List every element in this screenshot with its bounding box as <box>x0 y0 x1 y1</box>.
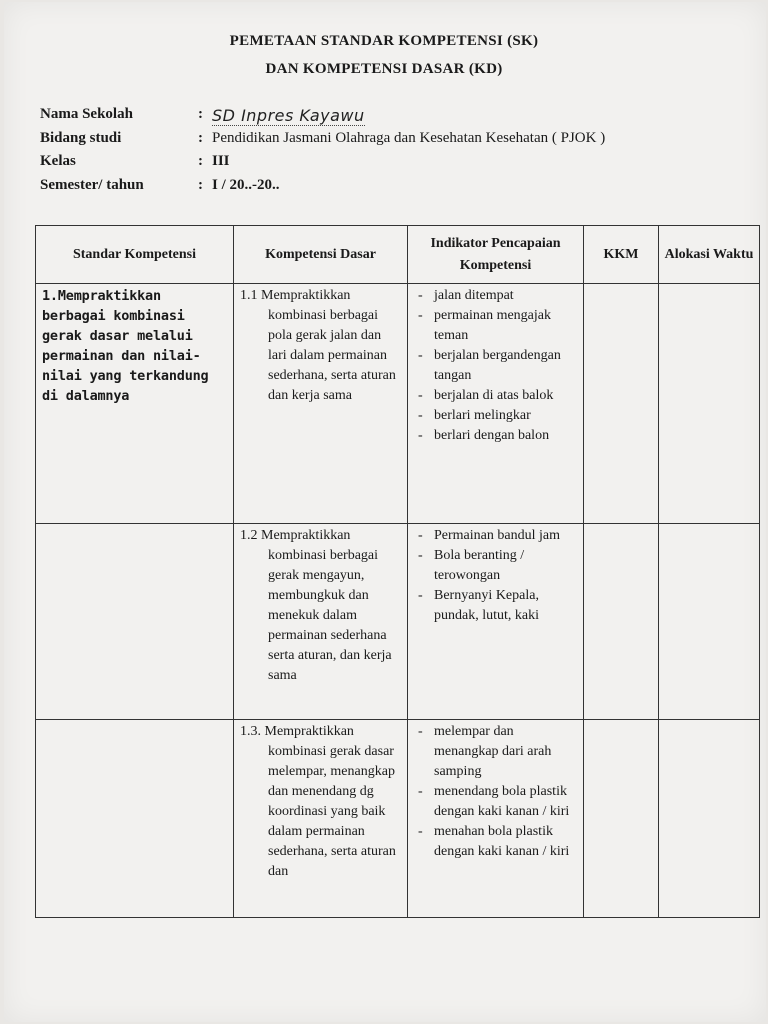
kd-cell <box>234 720 408 918</box>
kd-number: 1.3. <box>240 724 261 739</box>
indicator-item: - berlari dengan balon <box>414 426 577 446</box>
indicator-cell <box>408 524 584 720</box>
meta-colon: : <box>198 153 203 169</box>
header-kkm: KKM <box>584 226 659 284</box>
document-subtitle: DAN KOMPETENSI DASAR (KD) <box>265 61 503 77</box>
indicator-item: - berjalan di atas balok <box>414 386 577 406</box>
meta-colon: : <box>198 106 203 122</box>
indicator-item: - Bola beranting / terowongan <box>414 546 577 586</box>
meta-colon: : <box>198 177 203 193</box>
kkm-cell <box>584 284 659 524</box>
kd-text: Mempraktikkan kombinasi berbagai gerak mengayun, membungkuk dan menekuk dalam permainan sederhana serta aturan, dan kerja sama <box>261 528 392 683</box>
sk-cell: 1.Mempraktikkan berbagai kombinasi gerak dasar melalui permainan dan nilai-nilai yang terkandung di dalamnya <box>36 284 234 524</box>
kd-text: Mempraktikkan kombinasi berbagai pola gerak jalan dan lari dalam permainan sederhana, serta aturan dan kerja sama <box>261 288 396 403</box>
alokasi-cell <box>659 720 760 918</box>
table-header-row <box>36 226 760 284</box>
header-standar-kompetensi: Standar Kompetensi <box>36 226 234 284</box>
header-alokasi-waktu: Alokasi Waktu <box>659 226 760 284</box>
table-row <box>36 284 760 524</box>
indicator-item: - permainan mengajak teman <box>414 306 577 346</box>
indicator-item: - berjalan bergandengan tangan <box>414 346 577 386</box>
kd-cell <box>234 284 408 524</box>
meta-value: III <box>212 153 230 169</box>
indicator-item: - melempar dan menangkap dari arah samping <box>414 722 577 782</box>
sk-cell <box>36 524 234 720</box>
meta-value: Pendidikan Jasmani Olahraga dan Kesehatan Kesehatan ( PJOK ) <box>212 130 606 146</box>
document-title: PEMETAAN STANDAR KOMPETENSI (SK) <box>229 33 539 49</box>
school-name-handwritten: SD Inpres Kayawu <box>212 106 365 125</box>
indicator-item: - menahan bola plastik dengan kaki kanan / kiri <box>414 822 577 862</box>
indicator-cell <box>408 720 584 918</box>
kd-text: Mempraktikkan kombinasi gerak dasar melempar, menangkap dan menendang dg koordinasi yang baik dalam permainan sederhana, serta aturan dan <box>264 724 396 879</box>
indicator-item: - Bernyanyi Kepala, pundak, lutut, kaki <box>414 586 577 626</box>
kd-number: 1.1 <box>240 288 258 303</box>
table-row <box>36 524 760 720</box>
table-row <box>36 720 760 918</box>
meta-label: Nama Sekolah <box>40 106 133 122</box>
meta-colon: : <box>198 130 203 146</box>
kd-cell <box>234 524 408 720</box>
meta-label: Bidang studi <box>40 130 122 146</box>
meta-label: Semester/ tahun <box>40 177 144 193</box>
indicator-item: - jalan ditempat <box>414 286 577 306</box>
meta-value: I / 20..-20.. <box>212 177 280 193</box>
header-indikator: Indikator Pencapaian Kompetensi <box>408 226 584 284</box>
kkm-cell <box>584 524 659 720</box>
meta-label: Kelas <box>40 153 76 169</box>
competency-table <box>35 225 760 918</box>
indicator-item: - berlari melingkar <box>414 406 577 426</box>
kkm-cell <box>584 720 659 918</box>
sk-cell <box>36 720 234 918</box>
alokasi-cell <box>659 524 760 720</box>
indicator-item: - Permainan bandul jam <box>414 526 577 546</box>
alokasi-cell <box>659 284 760 524</box>
kd-number: 1.2 <box>240 528 258 543</box>
indicator-item: - menendang bola plastik dengan kaki kanan / kiri <box>414 782 577 822</box>
indicator-cell <box>408 284 584 524</box>
header-kompetensi-dasar: Kompetensi Dasar <box>234 226 408 284</box>
